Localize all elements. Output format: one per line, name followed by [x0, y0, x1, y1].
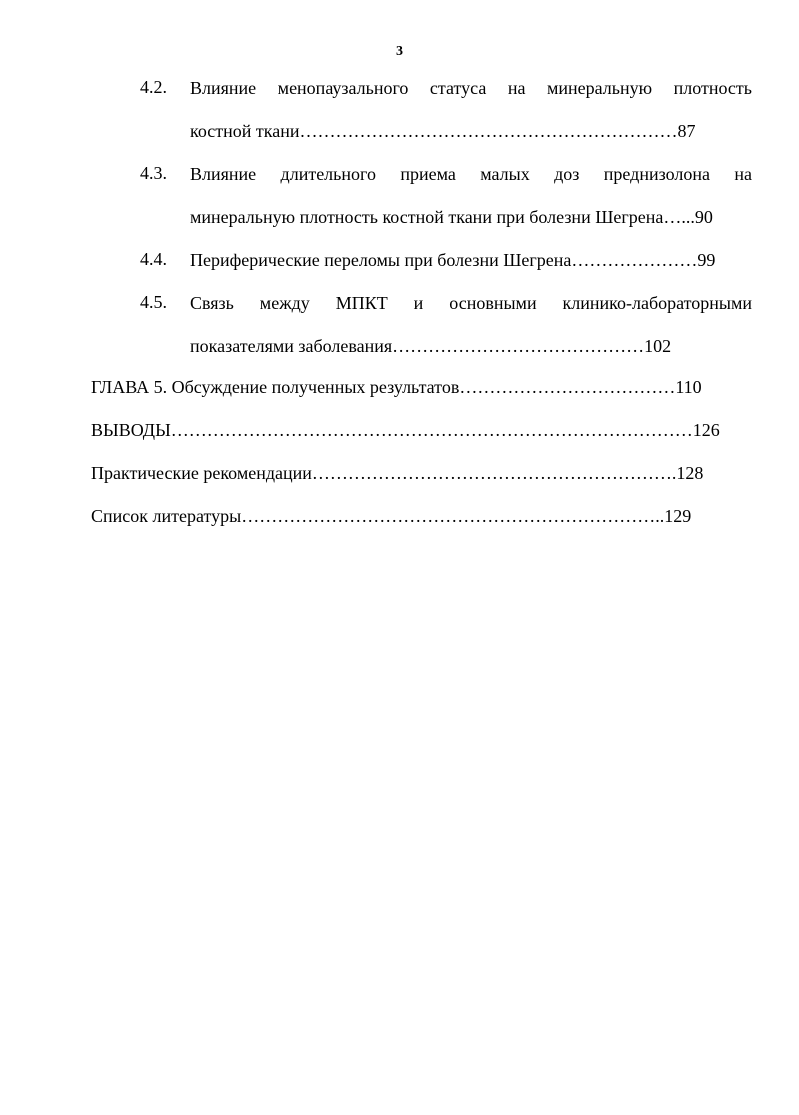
toc-entry-line[interactable]: минеральную плотность костной ткани при болезни Шегрена…...90	[190, 207, 713, 227]
page-number: 3	[396, 44, 403, 59]
toc-entry-line: Влияние длительного приема малых доз преднизолона на	[190, 164, 752, 184]
toc-entry-line: Влияние менопаузального статуса на минеральную плотность	[190, 78, 752, 98]
toc-entry-line[interactable]: костной ткани………………………………………………………87	[190, 121, 696, 141]
toc-references[interactable]: Список литературы……………………………………………………………..129	[91, 506, 692, 526]
toc-conclusions[interactable]: ВЫВОДЫ……………………………………………………………………………126	[91, 420, 720, 440]
toc-number: 4.3.	[140, 163, 167, 183]
toc-entry-line[interactable]: Периферические переломы при болезни Шегрена…………………99	[190, 250, 716, 270]
toc-recommendations[interactable]: Практические рекомендации…………………………………………………….128	[91, 463, 704, 483]
toc-number: 4.5.	[140, 292, 167, 312]
toc-entry-line[interactable]: показателями заболевания……………………………………102	[190, 336, 672, 356]
toc-entry-line: Связь между МПКТ и основными клинико-лабораторными	[190, 293, 752, 313]
toc-number: 4.4.	[140, 249, 167, 269]
toc-number: 4.2.	[140, 77, 167, 97]
toc-chapter-5[interactable]: ГЛАВА 5. Обсуждение полученных результатов………………………………110	[91, 377, 702, 397]
